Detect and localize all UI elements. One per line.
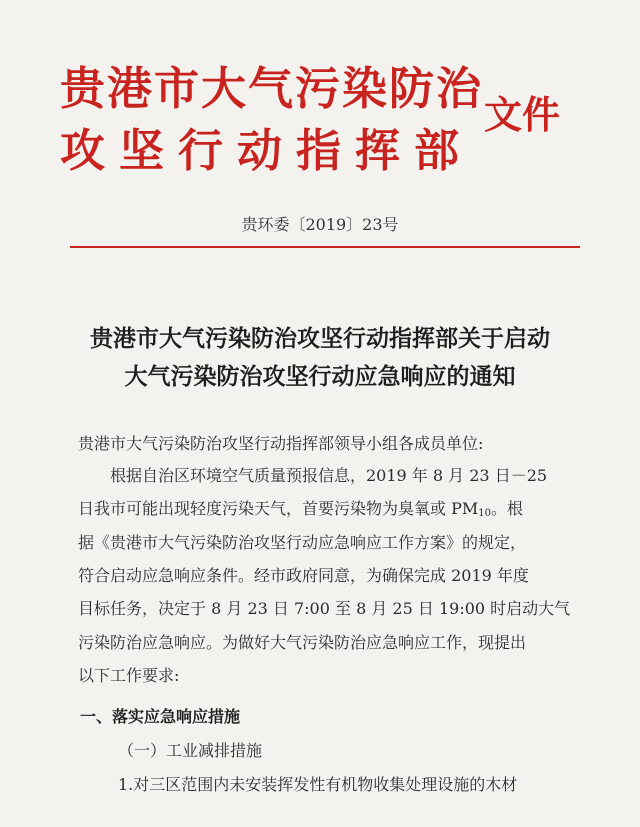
notice-title-line2: 大气污染防治攻坚行动应急响应的通知 <box>124 364 516 390</box>
document-word: 文件 <box>484 93 561 137</box>
addressee: 贵港市大气污染防治攻坚行动指挥部领导小组各成员单位: <box>78 434 484 453</box>
item-1: 1.对三区范围内未安装挥发性有机物收集处理设施的木材 <box>118 775 518 794</box>
subsection-heading-1: （一）工业减排措施 <box>118 741 263 760</box>
body-line-2-text: 日我市可能出现轻度污染天气，首要污染物为臭氧或 PM <box>78 499 479 518</box>
issuer-name-line1: 贵港市大气污染防治 <box>60 62 484 115</box>
body-line-5: 目标任务，决定于 8 月 23 日 7:00 至 8 月 25 日 19:00 时启动大气 <box>78 599 571 618</box>
document-number: 贵环委〔2019〕23号 <box>241 215 399 234</box>
body-line-3: 据《贵港市大气污染防治攻坚行动应急响应工作方案》的规定， <box>78 533 527 552</box>
body-line-4: 符合启动应急响应条件。经市政府同意，为确保完成 2019 年度 <box>78 566 529 585</box>
section-heading-1: 一、落实应急响应措施 <box>80 707 241 726</box>
red-divider <box>70 246 580 248</box>
notice-title-line1: 贵港市大气污染防治攻坚行动指挥部关于启动 <box>90 326 550 352</box>
body-line-2-suffix: 。根 <box>490 499 523 518</box>
pm-subscript: 10 <box>478 508 491 519</box>
body-line-1: 根据自治区环境空气质量预报信息，2019 年 8 月 23 日－25 <box>110 466 548 485</box>
body-line-6: 污染防治应急响应。为做好大气污染防治应急响应工作，现提出 <box>78 633 527 652</box>
body-line-7: 以下工作要求: <box>78 666 180 685</box>
issuer-name-line2: 攻坚行动指挥部 <box>60 124 474 177</box>
body-line-2 <box>78 496 523 519</box>
